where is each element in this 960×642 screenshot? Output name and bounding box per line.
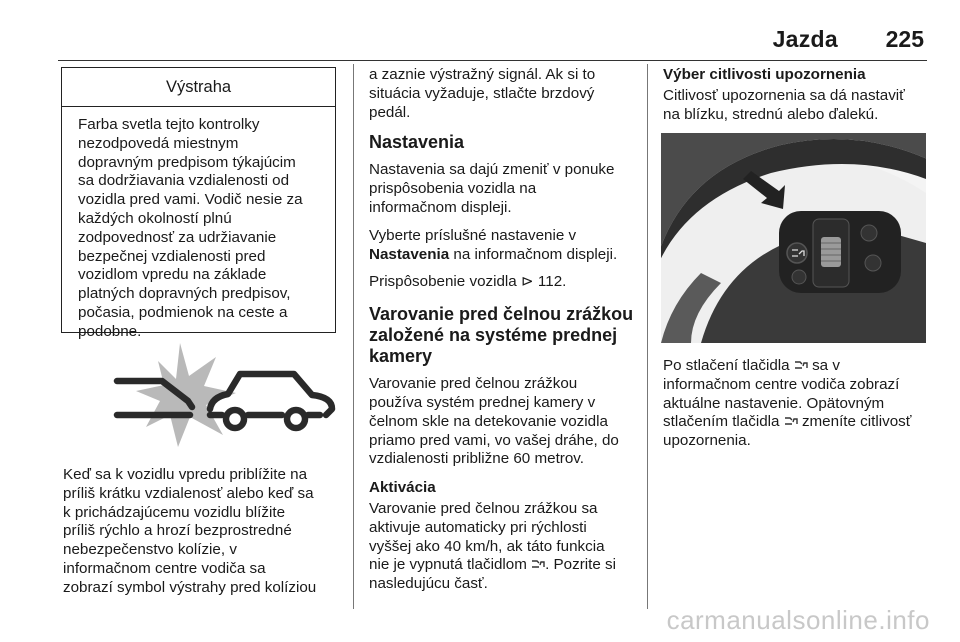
text-line: na blízku, strednú alebo ďalekú.	[663, 105, 879, 123]
text-line: situácia vyžaduje, stlačte brzdový	[369, 84, 595, 102]
warning-text	[62, 107, 335, 342]
menu-name: Nastavenia	[369, 245, 450, 263]
text-fragment: nie je vypnutá tlačidlom	[369, 556, 532, 574]
text-line: informačnom centre vodiča sa	[63, 559, 266, 577]
text-fragment: zmeníte citlivosť	[797, 413, 912, 431]
watermark: carmanualsonline.info	[666, 605, 930, 635]
heading-line: Varovanie pred čelnou zrážkou	[369, 304, 634, 325]
page-section-title: Jazda	[772, 26, 838, 52]
text-line: upozornenia.	[663, 432, 751, 450]
text-line: k prichádzajúcemu vozidlu blížite	[63, 503, 286, 521]
page-number: 225	[885, 26, 924, 52]
warning-line: Farba svetla tejto kontrolky	[78, 116, 260, 133]
text-line: aktivuje automaticky pri rýchlosti	[369, 518, 587, 536]
activation-paragraph	[369, 500, 644, 594]
text-line: vyššej ako 40 km/h, ak táto funkcia	[369, 537, 605, 555]
vehicle-personalisation-ref	[369, 273, 644, 292]
sensitivity-heading: Výber citlivosti upozornenia	[663, 66, 866, 83]
text-line: Citlivosť upozornenia sa dá nastaviť	[663, 86, 905, 104]
settings-select-paragraph	[369, 227, 644, 265]
text-line: používa systém prednej kamery v	[369, 393, 596, 411]
intro-paragraph	[369, 66, 644, 122]
col2-content	[369, 66, 644, 603]
warning-line: nezodpovedá miestnym	[78, 134, 239, 152]
warning-line: vozidlom vpredu na základe	[78, 266, 267, 284]
text-fragment: na informačnom displeji.	[449, 245, 618, 263]
warning-line: sa dodržiavania vzdialenosti od	[78, 172, 290, 190]
camera-paragraph	[369, 375, 644, 469]
header-rule	[58, 60, 927, 61]
text-fragment: sa v	[807, 357, 840, 374]
warning-line: zodpovednosť za udržiavanie	[78, 228, 277, 246]
fcw-button-icon	[531, 558, 545, 570]
steering-wheel-controls-photo	[661, 133, 926, 343]
camera-fcw-heading	[369, 304, 644, 367]
page-reference-arrow-icon[interactable]: ⊳	[520, 273, 534, 291]
text-line: vzdialenosti približne 60 metrov.	[369, 450, 584, 468]
settings-paragraph	[369, 161, 644, 217]
text-line: čelnom skle na detekovanie vozidla	[369, 412, 608, 430]
page-reference-link[interactable]: 112.	[533, 273, 567, 291]
text-line: informačnom centre vodiča zobrazí	[663, 375, 900, 393]
text-fragment: stlačením tlačidla	[663, 413, 784, 431]
text-line: Varovanie pred čelnou zrážkou sa	[369, 499, 598, 517]
text-fragment: Po stlačení tlačidla	[663, 357, 794, 374]
text-line: nebezpečenstvo kolízie, v	[63, 541, 237, 559]
text-fragment: . Pozrite si	[545, 556, 616, 574]
text-line: informačnom displeji.	[369, 198, 512, 216]
warning-title: Výstraha	[62, 68, 335, 107]
text-line: príliš krátku vzdialenosť alebo keď sa	[63, 484, 314, 502]
text-line: Keď sa k vozidlu vpredu priblížite na	[63, 466, 308, 483]
activation-heading: Aktivácia	[369, 479, 436, 497]
text-line: prispôsobenia vozidla na	[369, 180, 537, 198]
warning-line: každých okolností plnú	[78, 209, 232, 227]
text-line: príliš rýchlo a hrozí bezprostredné	[63, 522, 292, 540]
warning-line: bezpečnej vzdialenosti pred	[78, 247, 266, 265]
text-line: aktuálne nastavenie. Opätovným	[663, 394, 885, 412]
vehicle-right-icon	[210, 374, 332, 428]
text-line: zobrazí symbol výstrahy pred kolíziou	[63, 578, 317, 596]
collision-warning-icon	[62, 343, 336, 451]
text-line	[663, 413, 943, 432]
text-line: pedál.	[369, 103, 411, 121]
text-line: a zaznie výstražný signál. Ak si to	[369, 66, 596, 83]
warning-line: počasia, podmienok na ceste a	[78, 303, 288, 321]
text-line: Varovanie pred čelnou zrážkou	[369, 375, 578, 393]
column-divider	[647, 64, 648, 609]
settings-heading: Nastavenia	[369, 132, 465, 153]
col1-paragraph	[63, 466, 345, 598]
warning-line: vozidla pred vami. Vodič nesie za	[78, 191, 303, 209]
column-divider	[353, 64, 354, 609]
fcw-button-icon	[784, 415, 798, 427]
cruise-control-roller[interactable]	[821, 237, 841, 267]
heading-line: založené na systéme prednej	[369, 325, 618, 346]
text-line	[663, 357, 943, 376]
col3-bottom	[663, 357, 943, 451]
text-line: nasledujúcu časť.	[369, 575, 488, 593]
text-line: priamo pred vami, vo vašej dráhe, do	[369, 431, 619, 449]
warning-box	[61, 67, 336, 340]
text-fragment: Prispôsobenie vozidla	[369, 273, 521, 291]
text-line: Vyberte príslušné nastavenie v	[369, 226, 577, 244]
warning-line: dopravným predpisom týkajúcim	[78, 153, 296, 171]
fcw-button-icon	[794, 359, 808, 371]
heading-line: kamery	[369, 346, 433, 367]
warning-line: podobne.	[78, 322, 142, 340]
text-line: Nastavenia sa dajú zmeniť v ponuke	[369, 161, 615, 179]
warning-line: platných dopravných predpisov,	[78, 285, 291, 303]
col3-top	[663, 66, 943, 124]
